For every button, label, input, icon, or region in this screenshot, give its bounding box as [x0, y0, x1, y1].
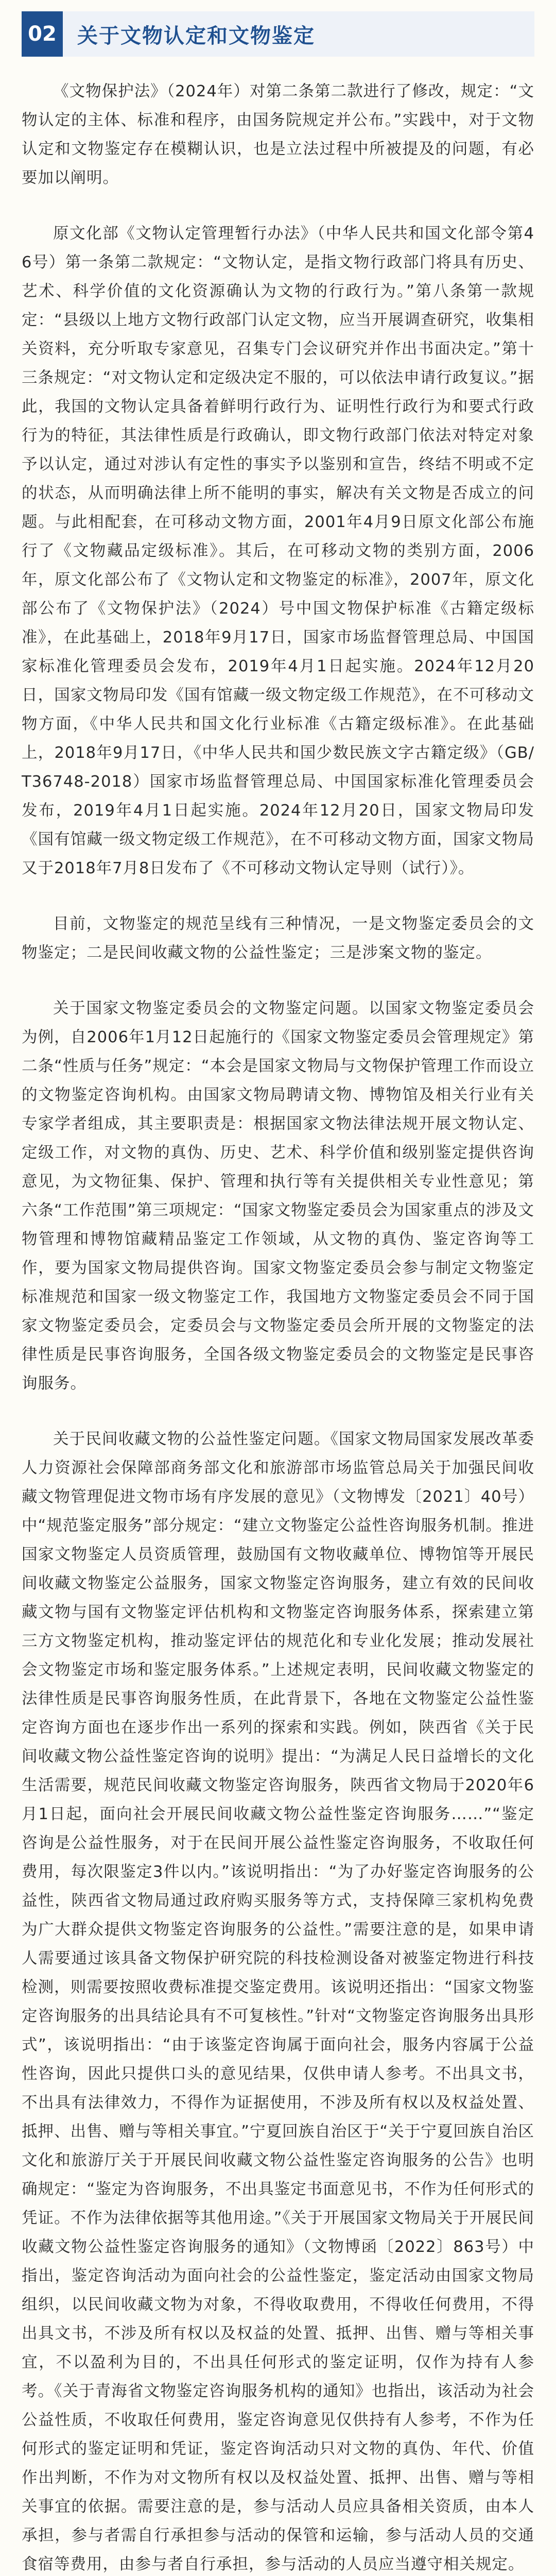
- paragraph: 《文物保护法》（2024年）对第二条第二款进行了修改，规定：“文物认定的主体、标准和程序，由国务院规定并公布。”实践中，对于文物认定和文物鉴定存在模糊认识，也是立法过程中所被提及的问题，有必要加以阐明。: [22, 82, 534, 187]
- paragraph: 关于国家文物鉴定委员会的文物鉴定问题。以国家文物鉴定委员会为例，自2006年1月12日起施行的《国家文物鉴定委员会管理规定》第二条“性质与任务”规定：“本会是国家文物局与文物保护管理工作而设立的文物鉴定咨询机构。由国家文物局聘请文物、博物馆及相关行业有关专家学者组成，其主要职责是：根据国家文物法律法规开展文物认定、定级工作，对文物的真伪、历史、艺术、科学价值和级别鉴定提供咨询意见，为文物征集、保护、管理和执行等有关提供相关专业性意见；第六条“工作范围”第三项规定：“国家文物鉴定委员会为国家重点的涉及文物管理和博物馆藏精品鉴定工作领域，从文物的真伪、鉴定咨询等工作，要为国家文物局提供咨询。国家文物鉴定委员会参与制定文物鉴定标准规范和国家一级文物鉴定工作，我国地方文物鉴定委员会不同于国家文物鉴定委员会，定委员会与文物鉴定委员会所开展的文物鉴定的法律性质是民事咨询服务，全国各级文物鉴定委员会的文物鉴定是民事咨询服务。: [22, 999, 534, 1393]
- paragraph: 目前，文物鉴定的规范呈线有三种情况，一是文物鉴定委员会的文物鉴定；二是民间收藏文物的公益性鉴定；三是涉案文物的鉴定。: [22, 915, 534, 962]
- section-number-badge: 02: [22, 11, 63, 57]
- paragraph: 关于民间收藏文物的公益性鉴定问题。《国家文物局国家发展改革委人力资源社会保障部商务部文化和旅游部市场监管总局关于加强民间收藏文物管理促进文物市场有序发展的意见》（文物博发〔2021〕40号）中“规范鉴定服务”部分规定：“建立文物鉴定公益性咨询服务机制。推进国家文物鉴定人员资质管理，鼓励国有文物收藏单位、博物馆等开展民间收藏文物鉴定公益服务，国家文物鉴定咨询服务，建立有效的民间收藏文物与国有文物鉴定评估机构和文物鉴定咨询服务体系，探索建立第三方文物鉴定机构，推动鉴定评估的规范化和专业化发展；推动发展社会文物鉴定市场和鉴定服务体系。”上述规定表明，民间收藏文物鉴定的法律性质是民事咨询服务性质，在此背景下，各地在文物鉴定公益性鉴定咨询方面也在逐步作出一系列的探索和实践。例如，陕西省《关于民间收藏文物公益性鉴定咨询的说明》提出：“为满足人民日益增长的文化生活需要，规范民间收藏文物鉴定咨询服务，陕西省文物局于2020年6月1日起，面向社会开展民间收藏文物公益性鉴定咨询服务……”“鉴定咨询是公益性服务，对于在民间开展公益性鉴定咨询服务，不收取任何费用，每次限鉴定3件以内。”该说明指出：“为了办好鉴定咨询服务的公益性，陕西省文物局通过政府购买服务等方式，支持保障三家机构免费为广大群众提供文物鉴定咨询服务的公益性。”需要注意的是，如果申请人需要通过该具备文物保护研究院的科技检测设备对被鉴定物进行科技检测，则需要按照收费标准提交鉴定费用。该说明还指出：“国家文物鉴定咨询服务的出具结论具有不可复核性。”针对“文物鉴定咨询服务出具形式”，该说明指出：“由于该鉴定咨询属于面向社会，服务内容属于公益性咨询，因此只提供口头的意见结果，仅供申请人参考。不出具文书，不出具有法律效力，不得作为证据使用，不涉及所有权以及权益处置、抵押、出售、赠与等相关事宜。”宁夏回族自治区于“关于宁夏回族自治区文化和旅游厅关于开展民间收藏文物公益性鉴定咨询服务的公告》也明确规定：“鉴定为咨询服务，不出具鉴定书面意见书，不作为任何形式的凭证。不作为法律依据等其他用途。”《关于开展国家文物局关于开展民间收藏文物公益性鉴定咨询服务的通知》（文物博函〔2022〕863号）中指出，鉴定咨询活动为面向社会的公益性鉴定，鉴定活动由国家文物局组织，以民间收藏文物为对象，不得收取费用，不得收任何费用，不得出具文书，不涉及所有权以及权益的处置、抵押、出售、赠与等相关事宜，不以盈利为目的，不出具任何形式的鉴定证明，仅作为持有人参考。《关于青海省文物鉴定咨询服务机构的通知》也指出，该活动为社会公益性质，不收取任何费用，鉴定咨询意见仅供持有人参考，不作为任何形式的鉴定证明和凭证，鉴定咨询活动只对文物的真伪、年代、价值作出判断，不作为对文物所有权以及权益处置、抵押、出售、赠与等相关事宜的依据。需要注意的是，参与活动人员应具备相关资质，由本人承担，参与者需自行承担参与活动的保管和运输，参与活动人员的交通食宿等费用，由参与者自行承担，参与活动的人员应当遵守相关规定。: [22, 1430, 534, 2573]
- paragraph: 原文化部《文物认定管理暂行办法》（中华人民共和国文化部令第46号）第一条第二款规定：“文物认定，是指文物行政部门将具有历史、艺术、科学价值的文化资源确认为文物的行政行为。”第八条第一款规定：“县级以上地方文物行政部门认定文物，应当开展调查研究，收集相关资料，充分听取专家意见，召集专门会议研究并作出书面决定。”第十三条规定：“对文物认定和定级决定不服的，可以依法申请行政复议。”据此，我国的文物认定具备着鲜明行政行为、证明性行政行为和要式行政行为的特征，其法律性质是行政确认，即文物行政部门依法对特定对象予以认定，通过对涉认有定性的事实予以鉴别和宣告，终结不明或不定的状态，从而明确法律上所不能明的事实，解决有关文物是否成立的问题。与此相配套，在可移动文物方面，2001年4月9日原文化部公布施行了《文物藏品定级标准》。其后，在可移动文物的类别方面，2006年，原文化部公布了《文物认定和文物鉴定的标准》，2007年，原文化部公布了《文物保护法》（2024）号中国文物保护标准《古籍定级标准》，在此基础上，2018年9月17日，国家市场监督管理总局、中国国家标准化管理委员会发布，2019年4月1日起实施。2024年12月20日，国家文物局印发《国有馆藏一级文物定级工作规范》，在不可移动文物方面，《中华人民共和国文化行业标准《古籍定级标准》。在此基础上，2018年9月17日，《中华人民共和国少数民族文字古籍定级》（GB/T36748-2018）国家市场监督管理总局、中国国家标准化管理委员会发布，2019年4月1日起实施。2024年12月20日，国家文物局印发《国有馆藏一级文物定级工作规范》，在不可移动文物方面，国家文物局又于2018年7月8日发布了《不可移动文物认定导则（试行）》。: [22, 225, 534, 877]
- section-header: [22, 11, 534, 57]
- article-body: [22, 77, 534, 2576]
- section-title: 关于文物认定和文物鉴定: [63, 11, 534, 57]
